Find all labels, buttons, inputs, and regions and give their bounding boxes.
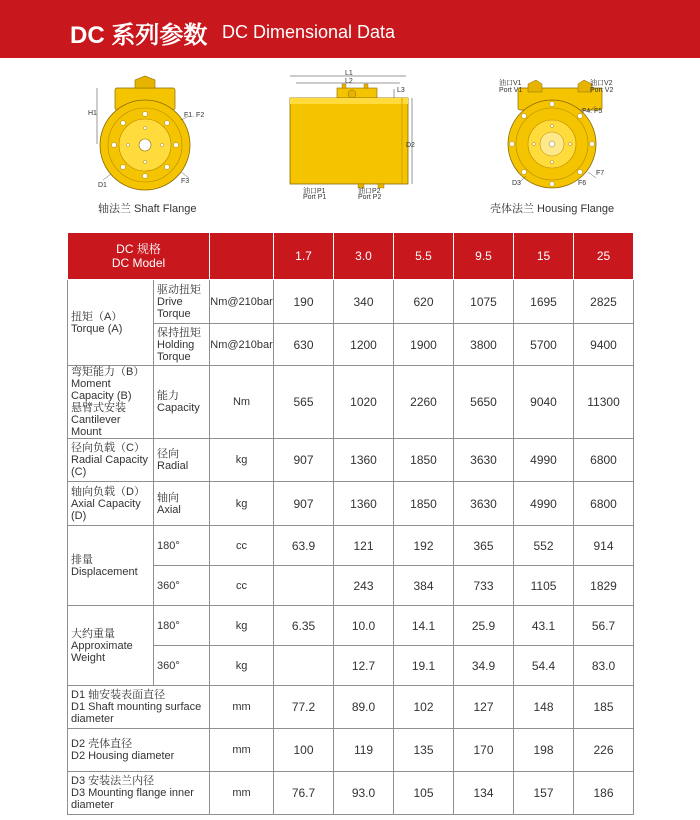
label-l1: L1 [345,70,353,77]
axial-l1: 轴向负载（D） [71,485,145,498]
axial-sub-en: Axial [157,503,181,516]
value-cell [274,646,334,686]
value-cell: 54.4 [514,646,574,686]
axial-sub-label [154,482,210,526]
d1-l1: D1 轴安装表面直径 [71,689,166,701]
value-cell: 565 [274,366,334,439]
model-col: 5.5 [394,233,454,280]
row-drive-torque [68,280,634,324]
value-cell: 907 [274,482,334,526]
title-en: DC Dimensional Data [222,22,396,42]
value-cell: 105 [394,772,454,815]
weight-l2: Approximate [71,639,133,652]
shaft-flange-caption: 轴法兰 Shaft Flange [98,203,197,215]
value-cell: 3630 [454,439,514,482]
value-cell: 121 [334,526,394,566]
value-cell: 185 [574,686,634,729]
unit-header [210,233,274,280]
value-cell: 3800 [454,324,514,366]
axial-l2: Axial Capacity [71,497,141,510]
value-cell: 135 [394,729,454,772]
value-cell: 148 [514,686,574,729]
row-weight-180 [68,606,634,646]
value-cell: 43.1 [514,606,574,646]
angle-cell: 180° [154,526,210,566]
label-port-v1-cn: 油口V1 [499,80,522,87]
value-cell: 170 [454,729,514,772]
value-cell: 4990 [514,482,574,526]
model-col: 3.0 [334,233,394,280]
title-banner [0,0,700,58]
value-cell: 1829 [574,566,634,606]
row-radial [68,439,634,482]
weight-l3: Weight [71,651,106,664]
unit-cell: kg [210,606,274,646]
unit-cell: mm [210,686,274,729]
row-axial [68,482,634,526]
value-cell: 552 [514,526,574,566]
angle-cell: 180° [154,606,210,646]
drive-en2: Torque [157,307,191,320]
moment-l4: 悬臂式安装 [71,402,126,414]
axial-l3: (D) [71,509,87,522]
moment-l1: 弯矩能力（B） [71,366,145,378]
radial-sub-label [154,439,210,482]
label-port-v2-cn: 油口V2 [590,80,613,87]
value-cell: 1850 [394,439,454,482]
label-l2: L2 [345,78,353,85]
angle-cell: 360° [154,646,210,686]
value-cell: 340 [334,280,394,324]
unit-cell: cc [210,566,274,606]
label-port-p1-cn: 油口P1 [303,188,326,195]
moment-l6: Mount [71,426,102,438]
row-d3 [68,772,634,815]
label-port-p2-cn: 油口P2 [358,188,381,195]
value-cell: 1360 [334,482,394,526]
unit-cell: kg [210,482,274,526]
model-col: 9.5 [454,233,514,280]
axial-sub-cn: 轴向 [157,491,179,504]
title-cn: DC 系列参数 [70,22,208,49]
torque-en: Torque (A) [71,322,123,335]
unit-cell: mm [210,772,274,815]
value-cell: 5650 [454,366,514,439]
value-cell: 365 [454,526,514,566]
radial-l1: 径向负载（C） [71,442,145,454]
model-col: 25 [574,233,634,280]
displacement-cn: 排量 [71,553,93,566]
hold-en: Holding [157,338,195,351]
radial-l3: (C) [71,466,87,478]
housing-flange-caption: 壳体法兰 Housing Flange [490,203,615,215]
hold-en2: Torque [157,350,191,363]
value-cell: 733 [454,566,514,606]
model-header [68,233,210,280]
value-cell: 3630 [454,482,514,526]
label-h1: H1 [88,110,97,117]
torque-cn: 扭矩（A） [71,310,123,323]
model-col: 1.7 [274,233,334,280]
value-cell: 907 [274,439,334,482]
value-cell: 25.9 [454,606,514,646]
label-f4-f5: F4. F5 [582,108,603,115]
radial-sub-en: Radial [157,460,189,472]
value-cell: 14.1 [394,606,454,646]
value-cell: 1850 [394,482,454,526]
value-cell: 4990 [514,439,574,482]
label-port-v2-en: Port V2 [590,87,614,94]
holding-torque-label [154,324,210,366]
value-cell: 2825 [574,280,634,324]
value-cell: 9040 [514,366,574,439]
unit-cell: mm [210,729,274,772]
value-cell: 77.2 [274,686,334,729]
value-cell: 93.0 [334,772,394,815]
value-cell: 157 [514,772,574,815]
row-displacement-180 [68,526,634,566]
label-port-v1-en: Port V1 [499,87,523,94]
value-cell: 63.9 [274,526,334,566]
unit-cell: cc [210,526,274,566]
radial-label [68,439,154,482]
model-header-en: DC Model [111,256,166,270]
value-cell: 11300 [574,366,634,439]
angle-cell: 360° [154,566,210,606]
unit-cell: kg [210,646,274,686]
value-cell: 34.9 [454,646,514,686]
displacement-en: Displacement [71,565,138,578]
moment-label [68,366,154,439]
weight-l1: 大约重量 [71,627,115,640]
moment-sub-cn: 能力 [157,390,179,402]
value-cell: 19.1 [394,646,454,686]
hold-cn: 保持扭矩 [157,326,201,339]
moment-l2: Moment [71,378,111,390]
label-d3: D3 [512,180,521,187]
value-cell: 1695 [514,280,574,324]
value-cell: 83.0 [574,646,634,686]
value-cell: 1200 [334,324,394,366]
d1-l3: diameter [71,713,114,725]
value-cell: 190 [274,280,334,324]
drive-en: Drive [157,295,183,308]
label-f1-f2: F1. F2 [184,112,205,119]
displacement-label [68,526,154,606]
value-cell: 1075 [454,280,514,324]
moment-l3: Capacity (B) [71,390,132,402]
d3-l3: diameter [71,799,114,811]
axial-label [68,482,154,526]
value-cell: 127 [454,686,514,729]
value-cell: 914 [574,526,634,566]
radial-l2: Radial Capacity [71,454,149,466]
label-d1: D1 [98,182,107,189]
value-cell: 76.7 [274,772,334,815]
value-cell: 100 [274,729,334,772]
unit-cell: Nm@210bar [210,280,274,324]
d1-label [68,686,210,729]
drive-torque-label [154,280,210,324]
label-d2: D2 [406,142,415,149]
radial-sub-cn: 径向 [157,448,179,460]
value-cell: 2260 [394,366,454,439]
value-cell: 56.7 [574,606,634,646]
unit-cell: Nm [210,366,274,439]
shaft-flange-drawing [85,80,205,190]
drive-cn: 驱动扭矩 [157,283,201,296]
value-cell: 198 [514,729,574,772]
value-cell: 134 [454,772,514,815]
value-cell: 226 [574,729,634,772]
value-cell: 89.0 [334,686,394,729]
value-cell: 102 [394,686,454,729]
value-cell: 384 [394,566,454,606]
value-cell: 620 [394,280,454,324]
d1-l2: D1 Shaft mounting surface [71,701,202,713]
value-cell: 6800 [574,482,634,526]
value-cell: 1360 [334,439,394,482]
torque-group-label [68,280,154,366]
d2-l2: D2 Housing diameter [71,750,175,762]
model-header-cn: DC 规格 [116,242,161,256]
value-cell: 6800 [574,439,634,482]
value-cell: 119 [334,729,394,772]
moment-sub-label [154,366,210,439]
d3-label [68,772,210,815]
d3-l2: D3 Mounting flange inner [71,787,194,799]
value-cell: 6.35 [274,606,334,646]
label-l3: L3 [397,87,405,94]
value-cell: 12.7 [334,646,394,686]
moment-l5: Cantilever [71,414,121,426]
value-cell: 9400 [574,324,634,366]
label-f7: F7 [596,170,605,177]
label-port-p2-en: Port P2 [358,194,382,201]
label-f3: F3 [181,178,190,185]
d2-l1: D2 壳体直径 [71,738,133,750]
spec-table [67,232,634,815]
value-cell [274,566,334,606]
row-moment [68,366,634,439]
value-cell: 1105 [514,566,574,606]
header-row [68,233,634,280]
value-cell: 1020 [334,366,394,439]
value-cell: 192 [394,526,454,566]
d3-l1: D3 安装法兰内径 [71,775,155,787]
value-cell: 10.0 [334,606,394,646]
unit-cell: Nm@210bar [210,324,274,366]
unit-cell: kg [210,439,274,482]
value-cell: 243 [334,566,394,606]
value-cell: 1900 [394,324,454,366]
weight-label [68,606,154,686]
row-d1 [68,686,634,729]
value-cell: 630 [274,324,334,366]
model-col: 15 [514,233,574,280]
moment-sub-en: Capacity [157,402,200,414]
label-f6: F6 [578,180,587,187]
row-d2 [68,729,634,772]
d2-label [68,729,210,772]
value-cell: 186 [574,772,634,815]
label-port-p1-en: Port P1 [303,194,327,201]
value-cell: 5700 [514,324,574,366]
